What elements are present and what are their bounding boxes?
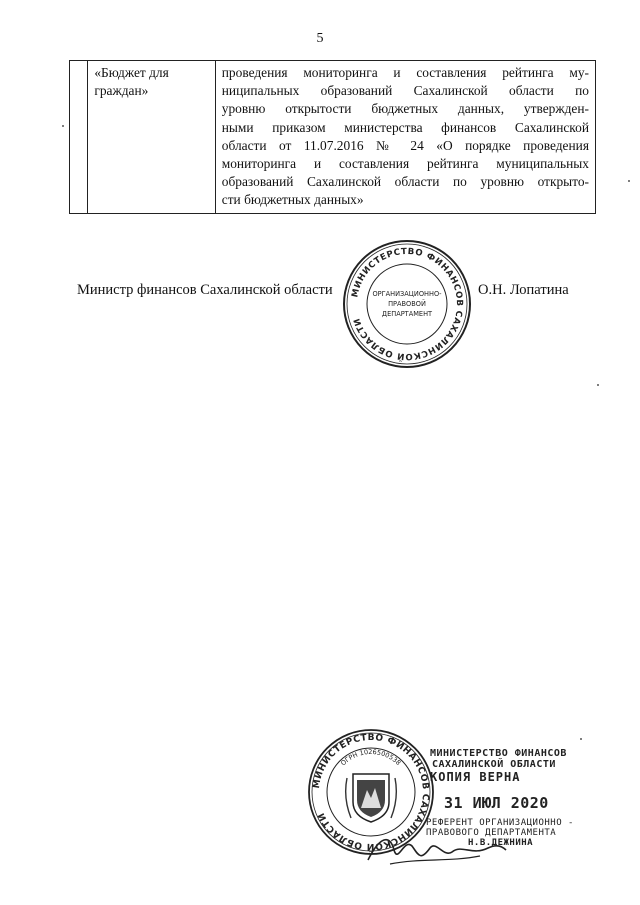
table-row [70, 61, 596, 214]
table-cell-number [70, 61, 88, 214]
description-line: ниципальных образований Сахалинской области по [221, 83, 589, 99]
seal-ring-text: МИНИСТЕРСТВО ФИНАНСОВ САХАЛИНСКОЙ ОБЛАСТИ [350, 246, 465, 362]
page-number: 5 [316, 31, 324, 46]
description-line: ными приказом министерства финансов Сахалинской [221, 119, 589, 135]
scan-speck [628, 180, 630, 182]
cert-copy-true: КОПИЯ ВЕРНА [430, 770, 521, 784]
description-line: образований Сахалинской области по уровню открыто- [221, 174, 589, 190]
cert-position: РЕФЕРЕНТ ОРГАНИЗАЦИОННО - [426, 818, 574, 828]
handwritten-signature [360, 828, 510, 873]
cert-date: 31 ИЮЛ 2020 [444, 794, 549, 812]
table-cell-description [215, 61, 595, 214]
signatory-name: О.Н. Лопатина [478, 282, 569, 298]
signatory-position: Министр финансов Сахалинской области [77, 282, 333, 298]
cert-ministry: МИНИСТЕРСТВО ФИНАНСОВ [430, 748, 567, 759]
description-line: проведения мониторинга и составления рейтинга му- [221, 65, 589, 80]
scan-speck [580, 738, 582, 740]
description-line: сти бюджетных данных» [221, 192, 364, 208]
document-table [69, 60, 596, 214]
seal-center-line: ОРГАНИЗАЦИОННО- [372, 290, 442, 298]
cert-department: ПРАВОВОГО ДЕПАРТАМЕНТА [426, 828, 557, 838]
description-line: мониторинга и составления рейтинга муниципальных [221, 156, 589, 172]
coat-of-arms-icon [346, 774, 397, 822]
name-line: «Бюджет для [94, 65, 169, 80]
name-line: граждан» [94, 83, 149, 99]
cert-name: Н.В.ДЕЖНИНА [468, 838, 534, 848]
cert-region: САХАЛИНСКОЙ ОБЛАСТИ [432, 759, 556, 770]
department-seal [341, 238, 473, 370]
scan-speck [597, 384, 599, 386]
description-line: области от 11.07.2016 № 24 «О порядке проведения [221, 137, 589, 153]
seal-inner-text: ОГРН 1026500538 [339, 747, 403, 768]
scan-speck [62, 125, 64, 127]
seal-center-line: ДЕПАРТАМЕНТ [381, 310, 433, 318]
seal-ring-text: МИНИСТЕРСТВО ФИНАНСОВ САХАЛИНСКОЙ ОБЛАСТИ [311, 732, 431, 852]
table-cell-name [88, 61, 215, 214]
description-line: уровню открытости бюджетных данных, утвержден- [221, 101, 589, 117]
seal-center-line: ПРАВОВОЙ [388, 300, 426, 308]
